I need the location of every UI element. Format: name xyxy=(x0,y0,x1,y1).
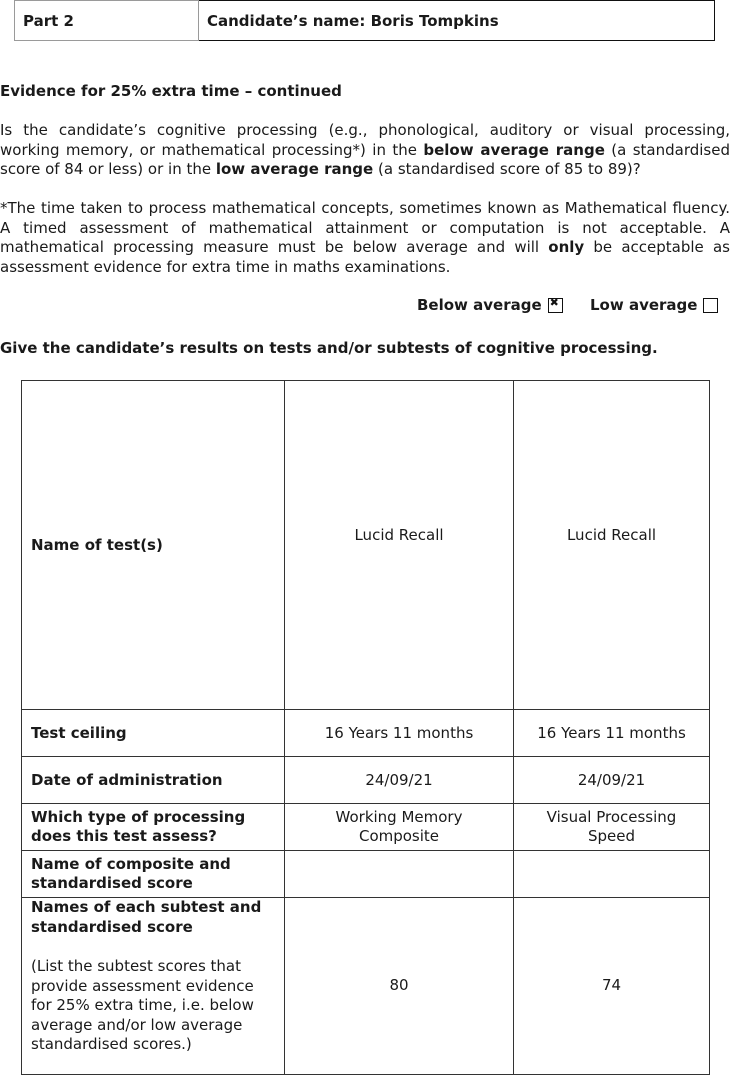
table-row xyxy=(22,851,710,898)
date-label: Date of administration xyxy=(22,757,285,804)
subtest-score-cell[interactable]: 80 xyxy=(285,898,514,1075)
footnote: *The time taken to process mathematical concepts, sometimes known as Mathematical fluency. A timed assessment of mathematical attainment or computation is not acceptable. A mathematical processing measure must be below average and will only be acceptable as assessment evidence for extra time in maths examinations. xyxy=(0,199,730,276)
below-average-choice[interactable] xyxy=(417,296,563,314)
test-ceiling-label: Test ceiling xyxy=(22,710,285,757)
candidate-header xyxy=(14,0,715,41)
section-title: Evidence for 25% extra time – continued xyxy=(0,82,342,100)
test-name-label: Name of test(s) xyxy=(22,381,285,710)
low-average-checkbox[interactable] xyxy=(703,298,718,313)
low-average-choice[interactable] xyxy=(590,296,718,314)
instruction: Give the candidate’s results on tests and/or subtests of cognitive processing. xyxy=(0,339,658,357)
test-name-cell[interactable]: Lucid Recall xyxy=(285,381,514,710)
low-average-label: Low average xyxy=(590,296,698,314)
table-row xyxy=(22,898,710,1075)
subtest-score-label-cell xyxy=(22,898,285,1075)
date-cell[interactable]: 24/09/21 xyxy=(514,757,710,804)
table-row xyxy=(22,381,710,710)
composite-score-label: Name of composite and standardised score xyxy=(22,851,285,898)
below-average-label: Below average xyxy=(417,296,542,314)
table-row xyxy=(22,757,710,804)
processing-type-label: Which type of processing does this test assess? xyxy=(22,804,285,851)
test-name-cell[interactable]: Lucid Recall xyxy=(514,381,710,710)
composite-score-cell[interactable] xyxy=(514,851,710,898)
processing-question: Is the candidate’s cognitive processing (e.g., phonological, auditory or visual processing, working memory, or mathematical processing*) in the below average range (a standardised score of 84 or less) or in the low average range (a standardised score of 85 to 89)? xyxy=(0,121,730,178)
composite-score-cell[interactable] xyxy=(285,851,514,898)
results-table xyxy=(21,380,710,1075)
test-ceiling-cell[interactable]: 16 Years 11 months xyxy=(514,710,710,757)
test-ceiling-cell[interactable]: 16 Years 11 months xyxy=(285,710,514,757)
candidate-name: Candidate’s name: Boris Tompkins xyxy=(199,1,715,41)
table-row xyxy=(22,710,710,757)
date-cell[interactable]: 24/09/21 xyxy=(285,757,514,804)
subtest-score-label: Names of each subtest and standardised score xyxy=(31,898,262,936)
below-average-checkbox[interactable] xyxy=(548,298,563,313)
table-row xyxy=(22,804,710,851)
subtest-score-cell[interactable]: 74 xyxy=(514,898,710,1075)
processing-type-cell[interactable]: Visual Processing Speed xyxy=(514,804,710,851)
subtest-score-note: (List the subtest scores that provide assessment evidence for 25% extra time, i.e. below average and/or low average standardised scores.) xyxy=(31,957,254,1053)
part-label: Part 2 xyxy=(15,1,199,41)
processing-type-cell[interactable]: Working Memory Composite xyxy=(285,804,514,851)
